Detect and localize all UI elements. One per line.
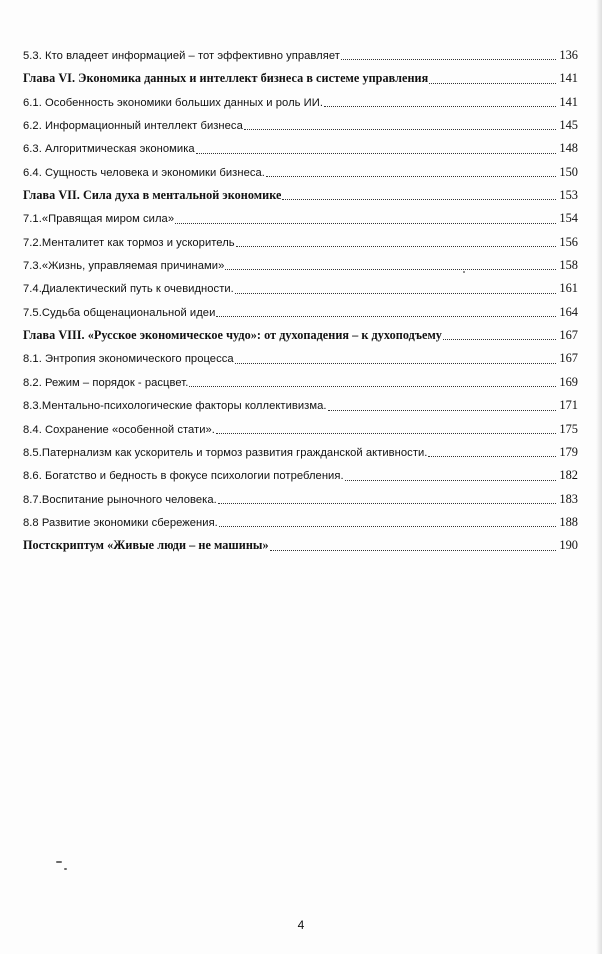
toc-section-entry bbox=[23, 511, 578, 534]
dot-leader bbox=[345, 479, 557, 481]
toc-entry-title: 7.4.Диалектический путь к очевидности. bbox=[23, 283, 234, 296]
toc-entry-title: 6.1. Особенность экономики больших данных и роль ИИ. bbox=[23, 96, 324, 109]
dot-leader bbox=[429, 82, 556, 84]
toc-section-entry bbox=[23, 418, 578, 441]
dot-leader bbox=[235, 292, 557, 294]
toc-entry-title: Глава VII. Сила духа в ментальной экономике bbox=[23, 188, 282, 203]
toc-entry-title: 8.8 Развитие экономики сбережения. bbox=[23, 516, 218, 529]
toc-entry-title: 8.7.Воспитание рыночного человека. bbox=[23, 493, 217, 506]
dot-leader bbox=[443, 338, 556, 340]
toc-section-entry bbox=[23, 441, 578, 464]
toc-section-entry bbox=[23, 254, 578, 277]
dot-leader bbox=[244, 128, 557, 130]
dot-leader bbox=[216, 315, 556, 317]
toc-section-entry bbox=[23, 207, 578, 230]
toc-entry-page: 183 bbox=[559, 491, 578, 506]
toc-entry-title: 8.5.Патернализм как ускоритель и тормоз развития гражданской активности. bbox=[23, 446, 428, 459]
toc-entry-page: 182 bbox=[559, 468, 578, 483]
toc-entry-page: 161 bbox=[559, 281, 578, 296]
toc-entry-page: 167 bbox=[559, 328, 578, 343]
table-of-contents bbox=[23, 44, 578, 558]
dot-leader bbox=[282, 198, 556, 200]
toc-section-entry bbox=[23, 44, 578, 67]
toc-entry-page: 141 bbox=[559, 71, 578, 86]
toc-entry-page: 179 bbox=[559, 444, 578, 459]
toc-entry-page: 169 bbox=[559, 374, 578, 389]
toc-chapter-entry bbox=[23, 184, 578, 207]
toc-entry-title: 8.2. Режим – порядок - расцвет. bbox=[23, 376, 189, 389]
dot-leader bbox=[175, 222, 556, 224]
scan-speck bbox=[463, 271, 465, 273]
toc-section-entry bbox=[23, 371, 578, 394]
toc-entry-page: 171 bbox=[559, 398, 578, 413]
toc-entry-title: Постскриптум «Живые люди – не машины» bbox=[23, 538, 269, 553]
toc-entry-title: 8.4. Сохранение «особенной стати». bbox=[23, 423, 215, 436]
dot-leader bbox=[266, 175, 556, 177]
toc-entry-title: 6.3. Алгоритмическая экономика bbox=[23, 143, 195, 156]
toc-entry-title: 7.5.Судьба общенациональной идеи bbox=[23, 306, 216, 319]
scan-speck bbox=[64, 868, 67, 870]
toc-entry-page: 158 bbox=[559, 258, 578, 273]
toc-section-entry bbox=[23, 464, 578, 487]
toc-entry-page: 188 bbox=[559, 514, 578, 529]
page-number: 4 bbox=[297, 918, 305, 932]
dot-leader bbox=[218, 502, 557, 504]
toc-entry-page: 167 bbox=[559, 351, 578, 366]
toc-entry-page: 153 bbox=[559, 188, 578, 203]
toc-entry-page: 156 bbox=[559, 234, 578, 249]
dot-leader bbox=[428, 455, 556, 457]
scan-speck bbox=[56, 861, 62, 863]
dot-leader bbox=[328, 409, 557, 411]
toc-entry-title: 5.3. Кто владеет информацией – тот эффективно управляет bbox=[23, 50, 340, 62]
toc-entry-title: 7.1.«Правящая миром сила» bbox=[23, 213, 175, 226]
toc-entry-title: 7.3.«Жизнь, управляемая причинами» bbox=[23, 260, 225, 273]
toc-section-entry bbox=[23, 137, 578, 160]
toc-chapter-entry bbox=[23, 67, 578, 90]
toc-entry-page: 136 bbox=[559, 48, 578, 62]
toc-section-entry bbox=[23, 488, 578, 511]
toc-entry-title: 8.6. Богатство и бедность в фокусе психологии потребления. bbox=[23, 470, 344, 483]
scan-edge-shadow bbox=[596, 0, 602, 954]
dot-leader bbox=[324, 105, 556, 107]
toc-entry-title: 6.4. Сущность человека и экономики бизнеса. bbox=[23, 166, 265, 179]
toc-chapter-entry bbox=[23, 324, 578, 347]
toc-section-entry bbox=[23, 231, 578, 254]
toc-entry-page: 145 bbox=[559, 118, 578, 133]
toc-entry-title: 6.2. Информационный интеллект бизнеса bbox=[23, 120, 243, 133]
toc-entry-page: 150 bbox=[559, 164, 578, 179]
toc-entry-page: 190 bbox=[559, 538, 578, 553]
toc-entry-page: 175 bbox=[559, 421, 578, 436]
toc-entry-title: 8.3.Ментально-психологические факторы коллективизма. bbox=[23, 400, 327, 413]
toc-section-entry bbox=[23, 161, 578, 184]
toc-chapter-entry bbox=[23, 534, 578, 557]
toc-section-entry bbox=[23, 394, 578, 417]
toc-section-entry bbox=[23, 301, 578, 324]
dot-leader bbox=[341, 58, 556, 60]
dot-leader bbox=[196, 152, 557, 154]
dot-leader bbox=[236, 245, 557, 247]
toc-section-entry bbox=[23, 347, 578, 370]
toc-entry-title: Глава VI. Экономика данных и интеллект бизнеса в системе управления bbox=[23, 71, 429, 86]
dot-leader bbox=[270, 549, 557, 551]
toc-entry-page: 164 bbox=[559, 304, 578, 319]
toc-entry-title: 8.1. Энтропия экономического процесса bbox=[23, 353, 234, 366]
toc-entry-page: 141 bbox=[559, 94, 578, 109]
toc-entry-page: 154 bbox=[559, 211, 578, 226]
dot-leader bbox=[219, 525, 557, 527]
dot-leader bbox=[189, 385, 556, 387]
dot-leader bbox=[235, 362, 557, 364]
toc-section-entry bbox=[23, 91, 578, 114]
toc-entry-title: 7.2.Менталитет как тормоз и ускоритель bbox=[23, 236, 235, 249]
toc-entry-page: 148 bbox=[559, 141, 578, 156]
toc-section-entry bbox=[23, 114, 578, 137]
toc-entry-title: Глава VIII. «Русское экономическое чудо»: от духопадения – к духоподъему bbox=[23, 328, 442, 343]
dot-leader bbox=[216, 432, 556, 434]
toc-section-entry bbox=[23, 277, 578, 300]
dot-leader bbox=[225, 268, 556, 270]
